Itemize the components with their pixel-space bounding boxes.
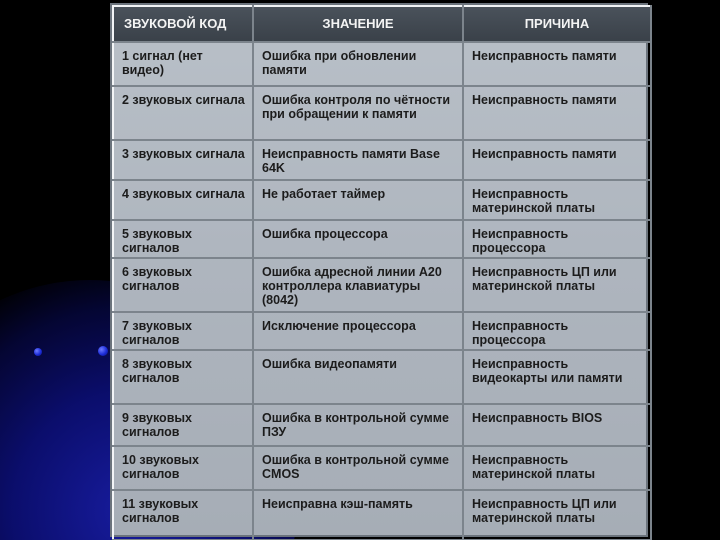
cell-beep-code: 10 звуковых сигналов <box>113 446 253 490</box>
cell-beep-code: 5 звуковых сигналов <box>113 220 253 258</box>
cell-beep-code: 7 звуковых сигналов <box>113 312 253 350</box>
decorative-dot <box>34 348 42 356</box>
cell-cause: Неисправность материнской платы <box>463 446 651 490</box>
cell-cause: Неисправность памяти <box>463 140 651 180</box>
cell-beep-code: 2 звуковых сигнала <box>113 86 253 140</box>
beep-codes-table <box>112 5 652 540</box>
cell-beep-code: 11 звуковых сигналов <box>113 490 253 540</box>
cell-meaning: Ошибка в контрольной сумме ПЗУ <box>253 404 463 446</box>
cell-cause: Неисправность процессора <box>463 312 651 350</box>
cell-meaning: Ошибка в контрольной сумме CMOS <box>253 446 463 490</box>
cell-meaning: Неисправна кэш-память <box>253 490 463 540</box>
table-row <box>113 86 651 140</box>
cell-cause: Неисправность BIOS <box>463 404 651 446</box>
cell-meaning: Ошибка процессора <box>253 220 463 258</box>
header-beep-code: ЗВУКОВОЙ КОД <box>113 6 253 42</box>
table-header-row <box>113 6 651 42</box>
cell-cause: Неисправность материнской платы <box>463 180 651 220</box>
cell-cause: Неисправность видеокарты или памяти <box>463 350 651 404</box>
table-row <box>113 350 651 404</box>
table-row <box>113 180 651 220</box>
cell-meaning: Ошибка при обновлении памяти <box>253 42 463 86</box>
table-row <box>113 446 651 490</box>
cell-meaning: Ошибка видеопамяти <box>253 350 463 404</box>
cell-cause: Неисправность ЦП или материнской платы <box>463 490 651 540</box>
table-row <box>113 490 651 540</box>
table-row <box>113 140 651 180</box>
cell-cause: Неисправность ЦП или материнской платы <box>463 258 651 312</box>
beep-codes-table-container <box>110 3 648 537</box>
cell-meaning: Ошибка адресной линии A20 контроллера клавиатуры (8042) <box>253 258 463 312</box>
cell-cause: Неисправность памяти <box>463 42 651 86</box>
header-meaning: ЗНАЧЕНИЕ <box>253 6 463 42</box>
cell-beep-code: 1 сигнал (нет видео) <box>113 42 253 86</box>
table-row <box>113 258 651 312</box>
cell-beep-code: 8 звуковых сигналов <box>113 350 253 404</box>
table-row <box>113 42 651 86</box>
cell-meaning: Ошибка контроля по чётности при обращении к памяти <box>253 86 463 140</box>
header-cause: ПРИЧИНА <box>463 6 651 42</box>
cell-meaning: Не работает таймер <box>253 180 463 220</box>
cell-meaning: Неисправность памяти Base 64K <box>253 140 463 180</box>
cell-beep-code: 9 звуковых сигналов <box>113 404 253 446</box>
table-row <box>113 220 651 258</box>
cell-meaning: Исключение процессора <box>253 312 463 350</box>
table-row <box>113 312 651 350</box>
cell-beep-code: 6 звуковых сигналов <box>113 258 253 312</box>
decorative-dot <box>98 346 108 356</box>
table-row <box>113 404 651 446</box>
cell-cause: Неисправность процессора <box>463 220 651 258</box>
cell-cause: Неисправность памяти <box>463 86 651 140</box>
cell-beep-code: 3 звуковых сигнала <box>113 140 253 180</box>
cell-beep-code: 4 звуковых сигнала <box>113 180 253 220</box>
